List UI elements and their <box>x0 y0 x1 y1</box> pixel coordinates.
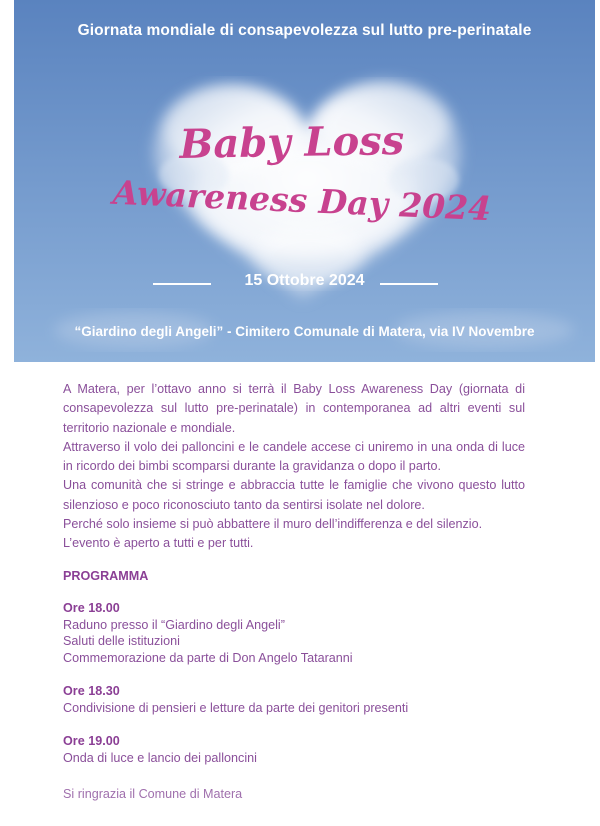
slot-time: Ore 18.00 <box>63 601 120 615</box>
date-divider-right <box>380 283 438 285</box>
intro-paragraph: Una comunità che si stringe e abbraccia tutte le famiglie che vivono questo lutto silenzioso e poco riconosciuto tanto da sentirsi isolate nel dolore. <box>63 478 525 512</box>
event-venue: “Giardino degli Angeli” - Cimitero Comunale di Matera, via IV Novembre <box>74 324 535 339</box>
program-heading-block <box>63 568 533 585</box>
slot-item: Saluti delle istituzioni <box>63 634 180 648</box>
slot-time: Ore 18.30 <box>63 684 120 698</box>
title-line-2: Awareness Day 2024 <box>112 172 492 229</box>
thanks-note: Si ringrazia il Comune di Matera <box>63 787 243 801</box>
slot-item: Condivisione di pensieri e letture da parte dei genitori presenti <box>63 700 409 715</box>
program-slot <box>63 600 533 666</box>
event-date: 15 Ottobre 2024 <box>244 272 365 289</box>
program-slot <box>63 683 533 716</box>
intro-paragraph: L’evento è aperto a tutti e per tutti. <box>63 536 254 551</box>
intro-text <box>63 380 525 554</box>
slot-item: Commemorazione da parte di Don Angelo Tataranni <box>63 650 353 665</box>
date-row <box>14 270 595 296</box>
slot-item: Raduno presso il “Giardino degli Angeli” <box>63 617 285 632</box>
event-title <box>14 0 595 362</box>
intro-paragraph: Attraverso il volo dei palloncini e le candele accese ci uniremo in una onda di luce in ricordo dei bimbi scomparsi durante la gravidanza o dopo il parto. <box>63 439 525 474</box>
title-line-1: Baby Loss <box>179 117 405 168</box>
hero-banner <box>14 0 595 362</box>
intro-paragraph: A Matera, per l’ottavo anno si terrà il Baby Loss Awareness Day (giornata di consapevolezza sul lutto pre-perinatale) in contemporanea ad altri eventi sul territorio nazionale e mondiale. <box>63 382 525 435</box>
intro-paragraph: Perché solo insieme si può abbattere il muro dell’indifferenza e del silenzio. <box>63 517 483 532</box>
program-heading: PROGRAMMA <box>63 569 149 583</box>
hero-top-title: Giornata mondiale di consapevolezza sul lutto pre-perinatale <box>77 22 532 39</box>
slot-time: Ore 19.00 <box>63 734 120 748</box>
slot-item: Onda di luce e lancio dei palloncini <box>63 750 257 765</box>
program-slot <box>63 733 533 766</box>
